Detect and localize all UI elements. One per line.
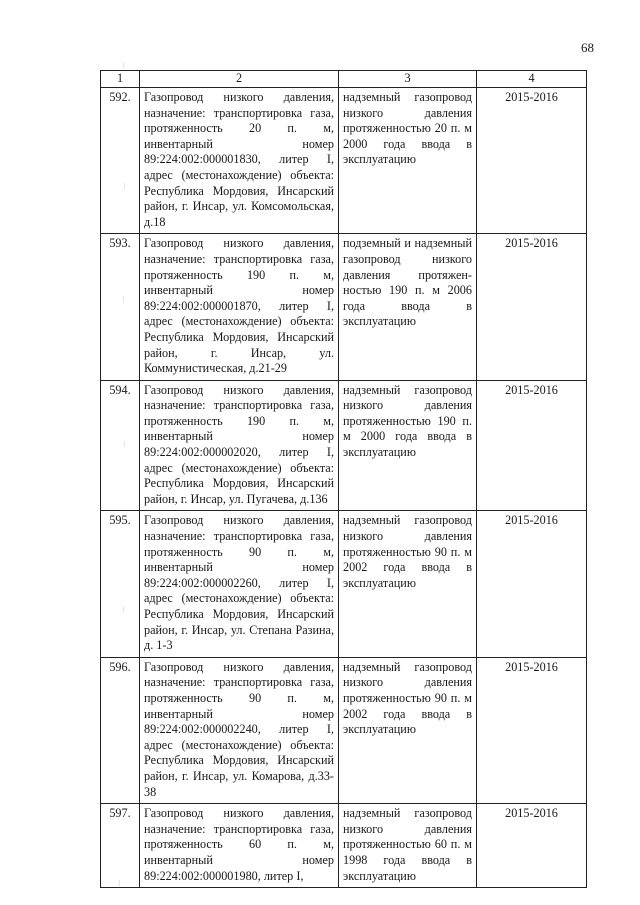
table-row [101,380,587,511]
period-years: 2015-2016 [477,657,587,803]
period-years: 2015-2016 [477,88,587,234]
column-header: 3 [339,71,477,88]
table-row [101,657,587,803]
table-row [101,234,587,380]
object-description: Газопровод низкого давления, назначение: транспортировка газа, протяженность 60 п. м, инвентарный номер 89:224:002:000001980, литер I, [140,804,339,888]
object-condition: подземный и надземный газопровод низкого давления протяжен-ностью 190 п. м 2006 года ввода в эксплуатацию [339,234,477,380]
column-header: 1 [101,71,140,88]
object-condition: надземный газопровод низкого давления протяженностью 90 п. м 2002 года ввода в эксплуатацию [339,657,477,803]
margin-mark: ⁝ [122,295,125,304]
period-years: 2015-2016 [477,380,587,511]
row-number: 594. [101,380,140,511]
object-condition: надземный газопровод низкого давления протяженностью 60 п. м 1998 года ввода в эксплуатацию [339,804,477,888]
margin-mark: ⁝ [123,182,126,191]
page-number: 68 [581,40,594,55]
period-years: 2015-2016 [477,511,587,657]
object-condition: надземный газопровод низкого давления протяженностью 20 п. м 2000 года ввода в эксплуатацию [339,88,477,234]
object-condition: надземный газопровод низкого давления протяженностью 190 п. м 2000 года ввода в эксплуатацию [339,380,477,511]
row-number: 596. [101,657,140,803]
column-header: 2 [140,71,339,88]
object-description: Газопровод низкого давления, назначение: транспортировка газа, протяженность 20 п. м, инвентарный номер 89:224:002:000001830, литер I, адрес (местонахождение) объекта: Республика Мордовия, Инсарский район, г. Инсар, ул. Комсомольская, д.18 [140,88,339,234]
margin-mark: ⁝ [118,879,121,888]
period-years: 2015-2016 [477,234,587,380]
column-header: 4 [477,71,587,88]
object-description: Газопровод низкого давления, назначение: транспортировка газа, протяженность 90 п. м, инвентарный номер 89:224:002:000002260, литер I, адрес (местонахождение) объекта: Республика Мордовия, Инсарский район, г. Инсар, ул. Степана Разина, д. 1-3 [140,511,339,657]
table-row [101,804,587,888]
margin-mark: ⁝ [123,440,126,449]
object-description: Газопровод низкого давления, назначение: транспортировка газа, протяженность 190 п. м, инвентарный номер 89:224:002:000002020, литер I, адрес (местонахождение) объекта: Республика Мордовия, Инсарский район, г. Инсар, ул. Пугачева, д.136 [140,380,339,511]
object-description: Газопровод низкого давления, назначение: транспортировка газа, протяженность 190 п. м, инвентарный номер 89:224:002:000001870, литер I, адрес (местонахождение) объекта: Республика Мордовия, Инсарский район, г. Инсар, ул. Коммунистическая, д.21-29 [140,234,339,380]
object-condition: надземный газопровод низкого давления протяженностью 90 п. м 2002 года ввода в эксплуатацию [339,511,477,657]
table-header-row [101,71,587,88]
object-description: Газопровод низкого давления, назначение: транспортировка газа, протяженность 90 п. м, инвентарный номер 89:224:002:000002240, литер I, адрес (местонахождение) объекта: Республика Мордовия, Инсарский район, г. Инсар, ул. Комарова, д.33-38 [140,657,339,803]
row-number: 595. [101,511,140,657]
period-years: 2015-2016 [477,804,587,888]
margin-mark: ⁝ [122,605,125,614]
objects-table [100,70,587,888]
row-number: 592. [101,88,140,234]
table-row [101,88,587,234]
table-row [101,511,587,657]
margin-mark: ⁝ [122,61,125,70]
row-number: 593. [101,234,140,380]
row-number: 597. [101,804,140,888]
